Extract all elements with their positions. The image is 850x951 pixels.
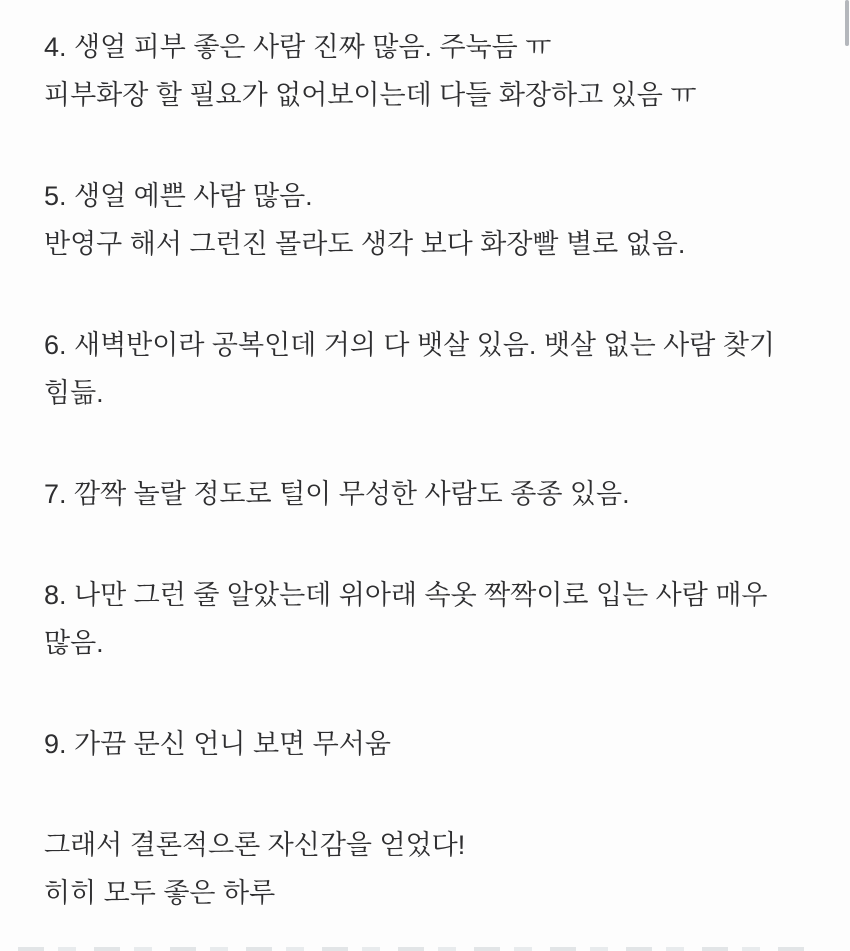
post-paragraph-item-7 (44, 470, 830, 518)
post-paragraph-item-9 (44, 720, 830, 768)
post-line: 7. 깜짝 놀랄 정도로 털이 무성한 사람도 종종 있음. (44, 479, 630, 509)
post-line: 힘듦. (44, 378, 104, 408)
post-line: 5. 생얼 예쁜 사람 많음. (44, 181, 313, 211)
post-paragraph-item-6 (44, 321, 830, 417)
post-paragraph-conclusion (44, 821, 830, 917)
post-paragraph-item-8 (44, 571, 830, 667)
post-line: 4. 생얼 피부 좋은 사람 진짜 많음. 주눅듬 ㅠ (44, 32, 552, 62)
scrollbar-thumb[interactable] (845, 0, 849, 46)
post-paragraph-item-4 (44, 23, 830, 119)
post-line: 반영구 해서 그런진 몰라도 생각 보다 화장빨 별로 없음. (44, 229, 686, 259)
post-line: 6. 새벽반이라 공복인데 거의 다 뱃살 있음. 뱃살 없는 사람 찾기 (44, 330, 776, 360)
post-line: 히히 모두 좋은 하루 (44, 878, 276, 908)
post-line: 9. 가끔 문신 언니 보면 무서움 (44, 729, 391, 759)
post-line: 많음. (44, 628, 104, 658)
post-line: 피부화장 할 필요가 없어보이는데 다들 화장하고 있음 ㅠ (44, 80, 697, 110)
post-paragraph-item-5 (44, 172, 830, 268)
post-line: 8. 나만 그런 줄 알았는데 위아래 속옷 짝짝이로 입는 사람 매우 (44, 580, 768, 610)
cutoff-text-strip (18, 947, 818, 951)
post-line: 그래서 결론적으론 자신감을 얻었다! (44, 830, 466, 860)
scrollbar (844, 0, 850, 951)
post-body (44, 23, 830, 951)
